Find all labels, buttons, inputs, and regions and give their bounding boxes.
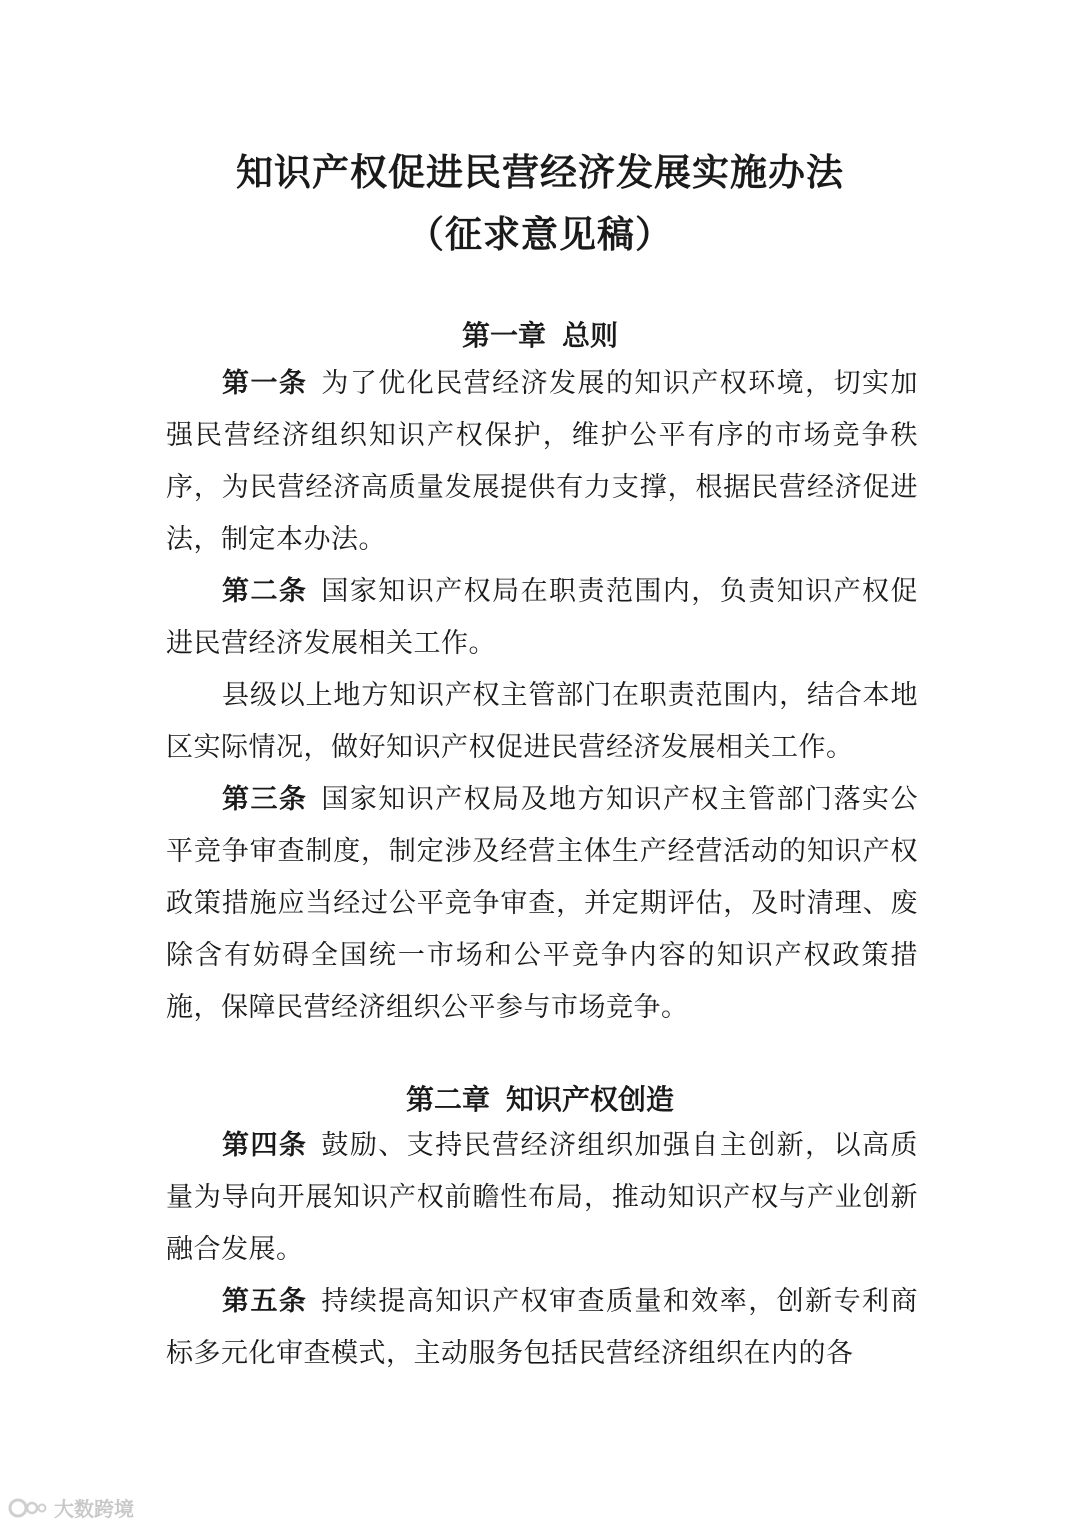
chapter-2-number: 第二章 — [405, 1083, 490, 1116]
article-label: 第一条 — [222, 368, 308, 399]
article-3 — [166, 774, 918, 1034]
article-label: 第四条 — [222, 1130, 308, 1161]
chapter-2-name: 知识产权创造 — [506, 1083, 675, 1116]
document-subtitle: （征求意见稿） — [407, 213, 673, 256]
chapter-1-heading — [0, 314, 1080, 354]
brand-logo-icon — [8, 1496, 48, 1520]
watermark — [8, 1493, 134, 1522]
document-title: 知识产权促进民营经济发展实施办法 — [236, 151, 844, 194]
article-5 — [166, 1276, 918, 1380]
article-text: 鼓励、支持民营经济组织加强自主创新，以高质量为导向开展知识产权前瞻性布局，推动知识产权与产业创新融合发展。 — [166, 1130, 919, 1265]
article-4 — [166, 1120, 918, 1276]
chapter-1-body — [166, 358, 918, 1034]
article-text: 为了优化民营经济发展的知识产权环境，切实加强民营经济组织知识产权保护，维护公平有序的市场竞争秩序，为民营经济高质量发展提供有力支撑，根据民营经济促进法，制定本办法。 — [166, 368, 919, 555]
watermark-text: 大数跨境 — [54, 1497, 134, 1521]
article-text: 国家知识产权局及地方知识产权主管部门落实公平竞争审查制度，制定涉及经营主体生产经营活动的知识产权政策措施应当经过公平竞争审查，并定期评估，及时清理、废除含有妨碍全国统一市场和公平竞争内容的知识产权政策措施，保障民营经济组织公平参与市场竞争。 — [166, 784, 919, 1023]
article-2-paragraph-2 — [166, 670, 918, 774]
article-label: 第二条 — [222, 576, 308, 607]
article-2 — [166, 566, 918, 670]
article-text: 县级以上地方知识产权主管部门在职责范围内，结合本地区实际情况，做好知识产权促进民营经济发展相关工作。 — [166, 680, 918, 763]
chapter-2-heading — [0, 1078, 1080, 1118]
chapter-1-name: 总则 — [562, 319, 619, 352]
article-label: 第五条 — [222, 1286, 308, 1317]
article-text: 国家知识产权局在职责范围内，负责知识产权促进民营经济发展相关工作。 — [166, 576, 919, 659]
article-label: 第三条 — [222, 784, 308, 815]
chapter-1-number: 第一章 — [461, 319, 546, 352]
chapter-2-body — [166, 1120, 918, 1380]
article-text: 持续提高知识产权审查质量和效率，创新专利商标多元化审查模式，主动服务包括民营经济组织在内的各 — [166, 1286, 919, 1369]
article-1 — [166, 358, 918, 566]
